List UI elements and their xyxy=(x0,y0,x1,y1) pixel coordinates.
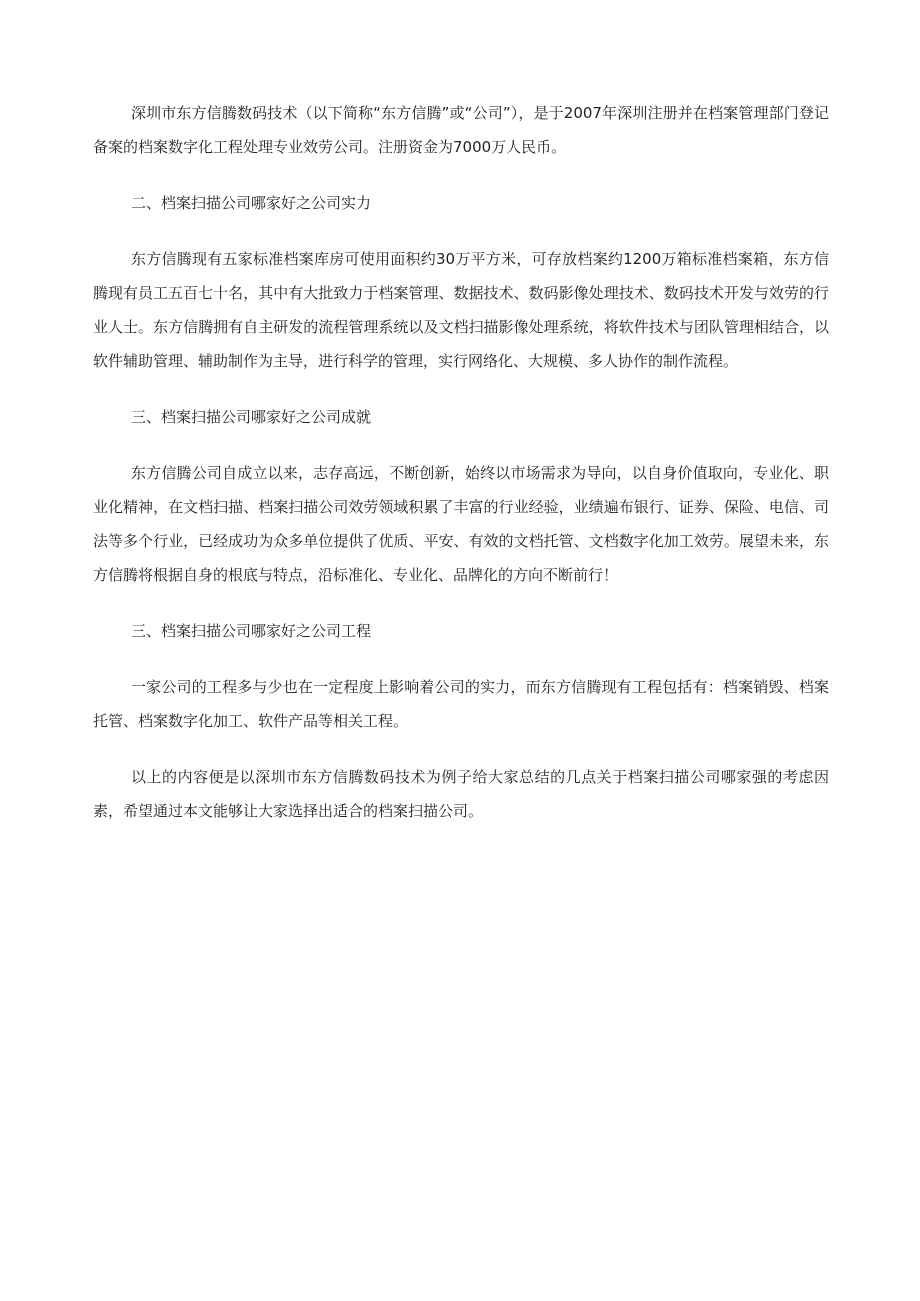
intro-paragraph: 深圳市东方信腾数码技术（以下简称“东方信腾”或“公司”），是于2007年深圳注册并在档案管理部门登记备案的档案数字化工程处理专业效劳公司。注册资金为7000万人民币。 xyxy=(93,104,829,156)
section-heading-strength: 二、档案扫描公司哪家好之公司实力 xyxy=(131,194,372,212)
section-heading-projects: 三、档案扫描公司哪家好之公司工程 xyxy=(131,622,372,640)
projects-paragraph: 一家公司的工程多与少也在一定程度上影响着公司的实力，而东方信腾现有工程包括有：档案销毁、档案托管、档案数字化加工、软件产品等相关工程。 xyxy=(93,678,829,730)
document-body xyxy=(93,96,829,850)
achievements-paragraph: 东方信腾公司自成立以来，志存高远，不断创新，始终以市场需求为导向，以自身价值取向，专业化、职业化精神，在文档扫描、档案扫描公司效劳领域积累了丰富的行业经验，业绩遍布银行、证券、保险、电信、司法等多个行业，已经成功为众多单位提供了优质、平安、有效的文档托管、文档数字化加工效劳。展望未来，东方信腾将根据自身的根底与特点，沿标准化、专业化、品牌化的方向不断前行！ xyxy=(93,464,829,584)
strength-paragraph: 东方信腾现有五家标准档案库房可使用面积约30万平方米，可存放档案约1200万箱标准档案箱，东方信腾现有员工五百七十名，其中有大批致力于档案管理、数据技术、数码影像处理技术、数码技术开发与效劳的行业人士。东方信腾拥有自主研发的流程管理系统以及文档扫描影像处理系统，将软件技术与团队管理相结合，以软件辅助管理、辅助制作为主导，进行科学的管理，实行网络化、大规模、多人协作的制作流程。 xyxy=(93,250,829,370)
section-heading-achievements: 三、档案扫描公司哪家好之公司成就 xyxy=(131,408,372,426)
conclusion-paragraph: 以上的内容便是以深圳市东方信腾数码技术为例子给大家总结的几点关于档案扫描公司哪家强的考虑因素，希望通过本文能够让大家选择出适合的档案扫描公司。 xyxy=(93,768,829,820)
